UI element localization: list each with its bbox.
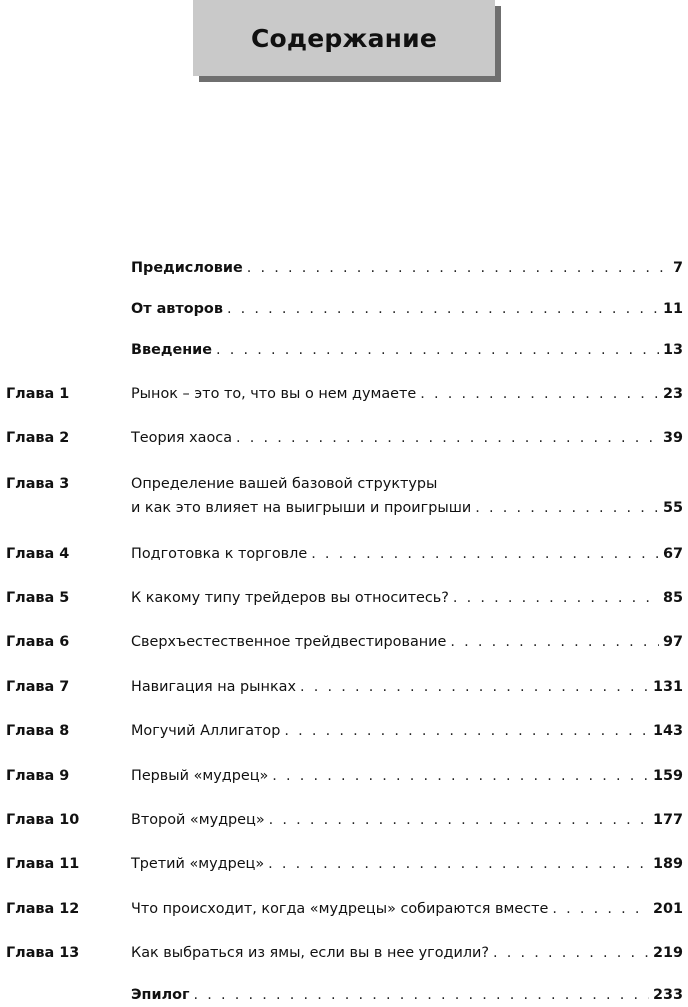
toc-page-number: 85	[662, 590, 683, 606]
toc-entry-chapter-12[interactable]	[0, 897, 688, 921]
toc-entry-preface[interactable]	[0, 256, 688, 280]
toc-entry-chapter-3[interactable]	[0, 472, 688, 520]
toc-entry-chapter-8[interactable]	[0, 719, 688, 743]
toc-entry-title: Третий «мудрец»	[131, 856, 265, 872]
chapter-label: Глава 8	[6, 723, 70, 739]
toc-entry-chapter-5[interactable]	[0, 586, 688, 610]
toc-entry-title-line-1: Определение вашей базовой структуры	[131, 476, 438, 492]
toc-page-number: 159	[652, 768, 683, 784]
toc-page-number: 143	[652, 723, 683, 739]
chapter-label: Глава 7	[6, 679, 70, 695]
chapter-label: Глава 6	[6, 634, 70, 650]
toc-page-number: 7	[672, 260, 683, 276]
toc-entry-from-authors[interactable]	[0, 297, 688, 321]
toc-entry-title: Навигация на рынках	[131, 679, 296, 695]
toc-page-number: 233	[652, 987, 683, 1003]
dot-leader	[311, 542, 659, 566]
chapter-label: Глава 10	[6, 812, 80, 828]
toc-entry-title: Что происходит, когда «мудрецы» собираются вместе	[131, 901, 549, 917]
dot-leader	[194, 983, 649, 1007]
toc-entry-chapter-7[interactable]	[0, 675, 688, 699]
chapter-label: Глава 5	[6, 590, 70, 606]
toc-entry-chapter-11[interactable]	[0, 852, 688, 876]
dot-leader	[272, 764, 649, 788]
toc-page-number: 131	[652, 679, 683, 695]
chapter-label: Глава 1	[6, 386, 70, 402]
toc-page-number: 13	[662, 342, 683, 358]
chapter-label: Глава 9	[6, 768, 70, 784]
toc-page-number: 189	[652, 856, 683, 872]
toc-entry-title: Подготовка к торговле	[131, 546, 308, 562]
toc-entry-title: Первый «мудрец»	[131, 768, 269, 784]
chapter-label: Глава 2	[6, 430, 70, 446]
toc-entry-title: От авторов	[131, 301, 223, 317]
chapter-label: Глава 3	[6, 476, 70, 492]
toc-entry-title: Как выбраться из ямы, если вы в нее угодили?	[131, 945, 490, 961]
toc-entry-title: Рынок – это то, что вы о нем думаете	[131, 386, 417, 402]
chapter-label: Глава 4	[6, 546, 70, 562]
toc-entry-title: Предисловие	[131, 260, 243, 276]
toc-page-number: 219	[652, 945, 683, 961]
dot-leader	[269, 808, 649, 832]
dot-leader	[450, 630, 659, 654]
toc-page-number: 177	[652, 812, 683, 828]
toc-page-number: 67	[662, 546, 683, 562]
dot-leader	[420, 382, 659, 406]
chapter-label: Глава 12	[6, 901, 80, 917]
chapter-label: Глава 13	[6, 945, 80, 961]
toc-entry-chapter-6[interactable]	[0, 630, 688, 654]
dot-leader	[216, 338, 659, 362]
toc-entry-title: К какому типу трейдеров вы относитесь?	[131, 590, 449, 606]
toc-page-number: 97	[662, 634, 683, 650]
contents-heading: Содержание	[250, 23, 438, 53]
dot-leader	[493, 941, 649, 965]
toc-page-number: 11	[662, 301, 683, 317]
dot-leader	[552, 897, 649, 921]
toc-entry-chapter-1[interactable]	[0, 382, 688, 406]
toc-entry-chapter-10[interactable]	[0, 808, 688, 832]
toc-entry-introduction[interactable]	[0, 338, 688, 362]
dot-leader	[475, 496, 659, 520]
chapter-label: Глава 11	[6, 856, 80, 872]
toc-page-number: 55	[662, 500, 683, 516]
toc-entry-chapter-2[interactable]	[0, 426, 688, 450]
dot-leader	[268, 852, 649, 876]
dot-leader	[236, 426, 659, 450]
toc-page-number: 39	[662, 430, 683, 446]
toc-page-number: 23	[662, 386, 683, 402]
toc-entry-chapter-9[interactable]	[0, 764, 688, 788]
toc-page-number: 201	[652, 901, 683, 917]
toc-entry-title: Сверхъестественное трейдвестирование	[131, 634, 447, 650]
dot-leader	[300, 675, 649, 699]
toc-entry-title: Второй «мудрец»	[131, 812, 265, 828]
toc-entry-epilogue[interactable]	[0, 983, 688, 1007]
toc-entry-chapter-13[interactable]	[0, 941, 688, 965]
toc-entry-title: Эпилог	[131, 987, 190, 1003]
dot-leader	[247, 256, 669, 280]
toc-entry-title: Могучий Аллигатор	[131, 723, 281, 739]
toc-entry-title: Введение	[131, 342, 213, 358]
dot-leader	[284, 719, 649, 743]
toc-entry-title-line-2: и как это влияет на выигрыши и проигрыши	[131, 500, 472, 516]
toc-entry-title: Теория хаоса	[131, 430, 233, 446]
toc-entry-chapter-4[interactable]	[0, 542, 688, 566]
dot-leader	[453, 586, 659, 610]
dot-leader	[227, 297, 659, 321]
